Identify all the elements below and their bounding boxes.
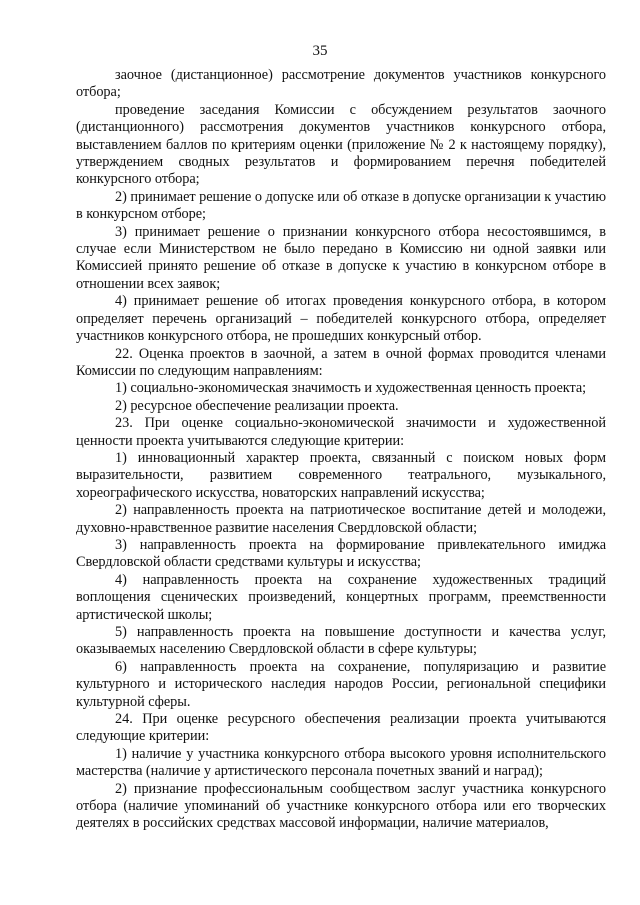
paragraph-admission-decision: 2) принимает решение о допуске или об отказе в допуске организации к участию в конкурсном отборе; [76,188,606,223]
document-body [76,67,606,833]
paragraph-clause-23: 23. При оценке социально-экономической значимости и художественной ценности проекта учитываются следующие критерии: [76,415,606,449]
paragraph-criterion-23-5: 5) направленность проекта на повышение доступности и качества услуг, оказываемых населению Свердловской области в сфере культуры; [76,624,606,658]
paragraph-criterion-23-1: 1) инновационный характер проекта, связанный с поиском новых форм выразительности, развитием современного театрального, музыкального, хореографического искусства, новаторских направлений искусства; [76,449,606,501]
paragraph-criterion-23-2: 2) направленность проекта на патриотическое воспитание детей и молодежи, духовно-нравственное развитие населения Свердловской области; [76,502,606,536]
paragraph-remote-review: заочное (дистанционное) рассмотрение документов участников конкурсного отбора; [76,67,606,101]
paragraph-commission-meeting: проведение заседания Комиссии с обсуждением результатов заочного (дистанционного) рассмотрения документов участников конкурсного отбора, выставлением баллов по критериям оценки (приложение № 2 к настоящему порядку), утверждением сводных результатов и формированием перечня победителей конкурсного отбора; [76,101,606,188]
paragraph-direction-2: 2) ресурсное обеспечение реализации проекта. [115,397,399,414]
paragraph-criterion-24-1: 1) наличие у участника конкурсного отбора высокого уровня исполнительского мастерства (наличие у артистического персонала почетных званий и наград); [76,745,606,780]
paragraph-results-decision: 4) принимает решение об итогах проведения конкурсного отбора, в котором определяет перечень организаций – победителей конкурсного отбора, определяет участников конкурсного отбора, не прошедших конкурсный отбор. [76,293,606,345]
page-number: 35 [312,43,328,59]
paragraph-clause-24: 24. При оценке ресурсного обеспечения реализации проекта учитываются следующие критерии: [76,711,606,745]
paragraph-criterion-23-4: 4) направленность проекта на сохранение художественных традиций воплощения сценических произведений, концертных программ, преемственности артистической школы; [76,571,606,623]
paragraph-criterion-23-3: 3) направленность проекта на формирование привлекательного имиджа Свердловской области средствами культуры и искусства; [76,536,606,571]
paragraph-criterion-23-6: 6) направленность проекта на сохранение, популяризацию и развитие культурного и исторического наследия народов России, региональной специфики культурной сферы. [76,658,606,710]
paragraph-clause-22: 22. Оценка проектов в заочной, а затем в очной формах проводится членами Комиссии по следующим направлениям: [76,345,606,379]
paragraph-failed-selection: 3) принимает решение о признании конкурсного отбора несостоявшимся, в случае если Министерством не было передано в Комиссию ни одной заявки или Комиссией принято решение об отказе в допуске к участию в конкурсном отборе в отношении всех заявок; [76,223,606,292]
paragraph-criterion-24-2: 2) признание профессиональным сообществом заслуг участника конкурсного отбора (наличие упоминаний об участнике конкурсного отбора или его творческих деятелях в российских средствах массовой информации, наличие материалов, [76,780,606,832]
paragraph-direction-1: 1) социально-экономическая значимость и художественная ценность проекта; [115,380,587,397]
